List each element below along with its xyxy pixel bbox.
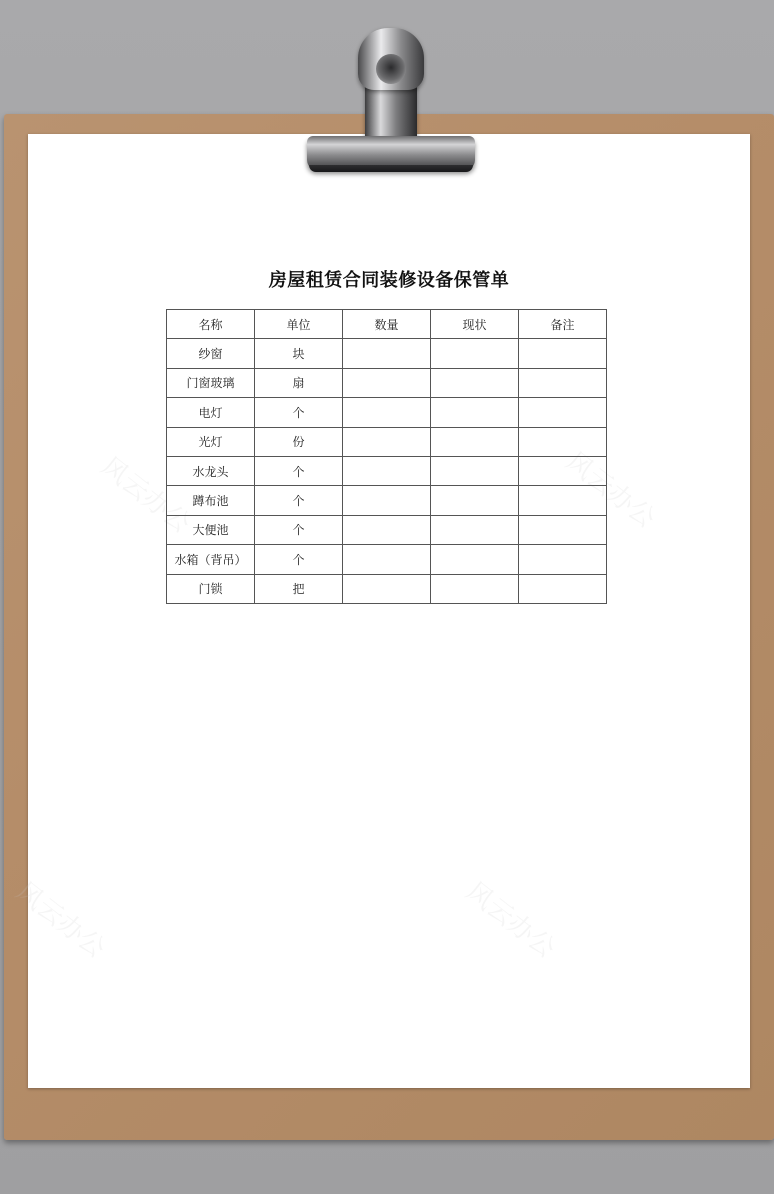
cell-condition xyxy=(431,545,519,574)
table-row xyxy=(167,398,607,427)
cell-name: 水箱（背吊） xyxy=(167,545,255,574)
watermark: 风云办公 xyxy=(95,451,196,540)
cell-quantity xyxy=(343,545,431,574)
cell-remarks xyxy=(519,339,607,368)
cell-remarks xyxy=(519,398,607,427)
watermark: 风云办公 xyxy=(10,876,111,965)
column-header-unit: 单位 xyxy=(255,310,343,339)
cell-name: 蹲布池 xyxy=(167,486,255,515)
equipment-table xyxy=(166,309,607,604)
watermark: 风云办公 xyxy=(460,876,561,965)
cell-quantity xyxy=(343,456,431,485)
cell-name: 门窗玻璃 xyxy=(167,368,255,397)
cell-name: 光灯 xyxy=(167,427,255,456)
column-header-name: 名称 xyxy=(167,310,255,339)
cell-quantity xyxy=(343,574,431,603)
cell-condition xyxy=(431,486,519,515)
cell-unit: 个 xyxy=(255,456,343,485)
cell-condition xyxy=(431,456,519,485)
cell-quantity xyxy=(343,368,431,397)
column-header-remarks: 备注 xyxy=(519,310,607,339)
table-row xyxy=(167,456,607,485)
table-row xyxy=(167,486,607,515)
watermark: 风云办公 xyxy=(560,446,661,535)
cell-condition xyxy=(431,339,519,368)
cell-unit: 个 xyxy=(255,486,343,515)
cell-remarks xyxy=(519,515,607,544)
cell-remarks xyxy=(519,456,607,485)
cell-unit: 个 xyxy=(255,515,343,544)
cell-quantity xyxy=(343,515,431,544)
cell-quantity xyxy=(343,339,431,368)
cell-remarks xyxy=(519,368,607,397)
cell-condition xyxy=(431,427,519,456)
cell-unit: 个 xyxy=(255,545,343,574)
cell-name: 水龙头 xyxy=(167,456,255,485)
cell-condition xyxy=(431,574,519,603)
cell-unit: 块 xyxy=(255,339,343,368)
table-row xyxy=(167,545,607,574)
cell-remarks xyxy=(519,486,607,515)
table-header-row xyxy=(167,310,607,339)
column-header-quantity: 数量 xyxy=(343,310,431,339)
table-row xyxy=(167,427,607,456)
cell-name: 纱窗 xyxy=(167,339,255,368)
cell-quantity xyxy=(343,398,431,427)
table-row xyxy=(167,515,607,544)
cell-name: 大便池 xyxy=(167,515,255,544)
cell-name: 电灯 xyxy=(167,398,255,427)
cell-remarks xyxy=(519,427,607,456)
table-row xyxy=(167,574,607,603)
cell-quantity xyxy=(343,486,431,515)
cell-unit: 扇 xyxy=(255,368,343,397)
clip-hole xyxy=(376,54,406,84)
table-row xyxy=(167,339,607,368)
column-header-condition: 现状 xyxy=(431,310,519,339)
cell-remarks xyxy=(519,545,607,574)
cell-unit: 个 xyxy=(255,398,343,427)
cell-quantity xyxy=(343,427,431,456)
clip-plate-edge xyxy=(309,165,473,172)
cell-unit: 把 xyxy=(255,574,343,603)
cell-remarks xyxy=(519,574,607,603)
table-row xyxy=(167,368,607,397)
document-title: 房屋租赁合同装修设备保管单 xyxy=(268,270,510,291)
cell-condition xyxy=(431,515,519,544)
cell-condition xyxy=(431,368,519,397)
cell-name: 门锁 xyxy=(167,574,255,603)
cell-unit: 份 xyxy=(255,427,343,456)
cell-condition xyxy=(431,398,519,427)
